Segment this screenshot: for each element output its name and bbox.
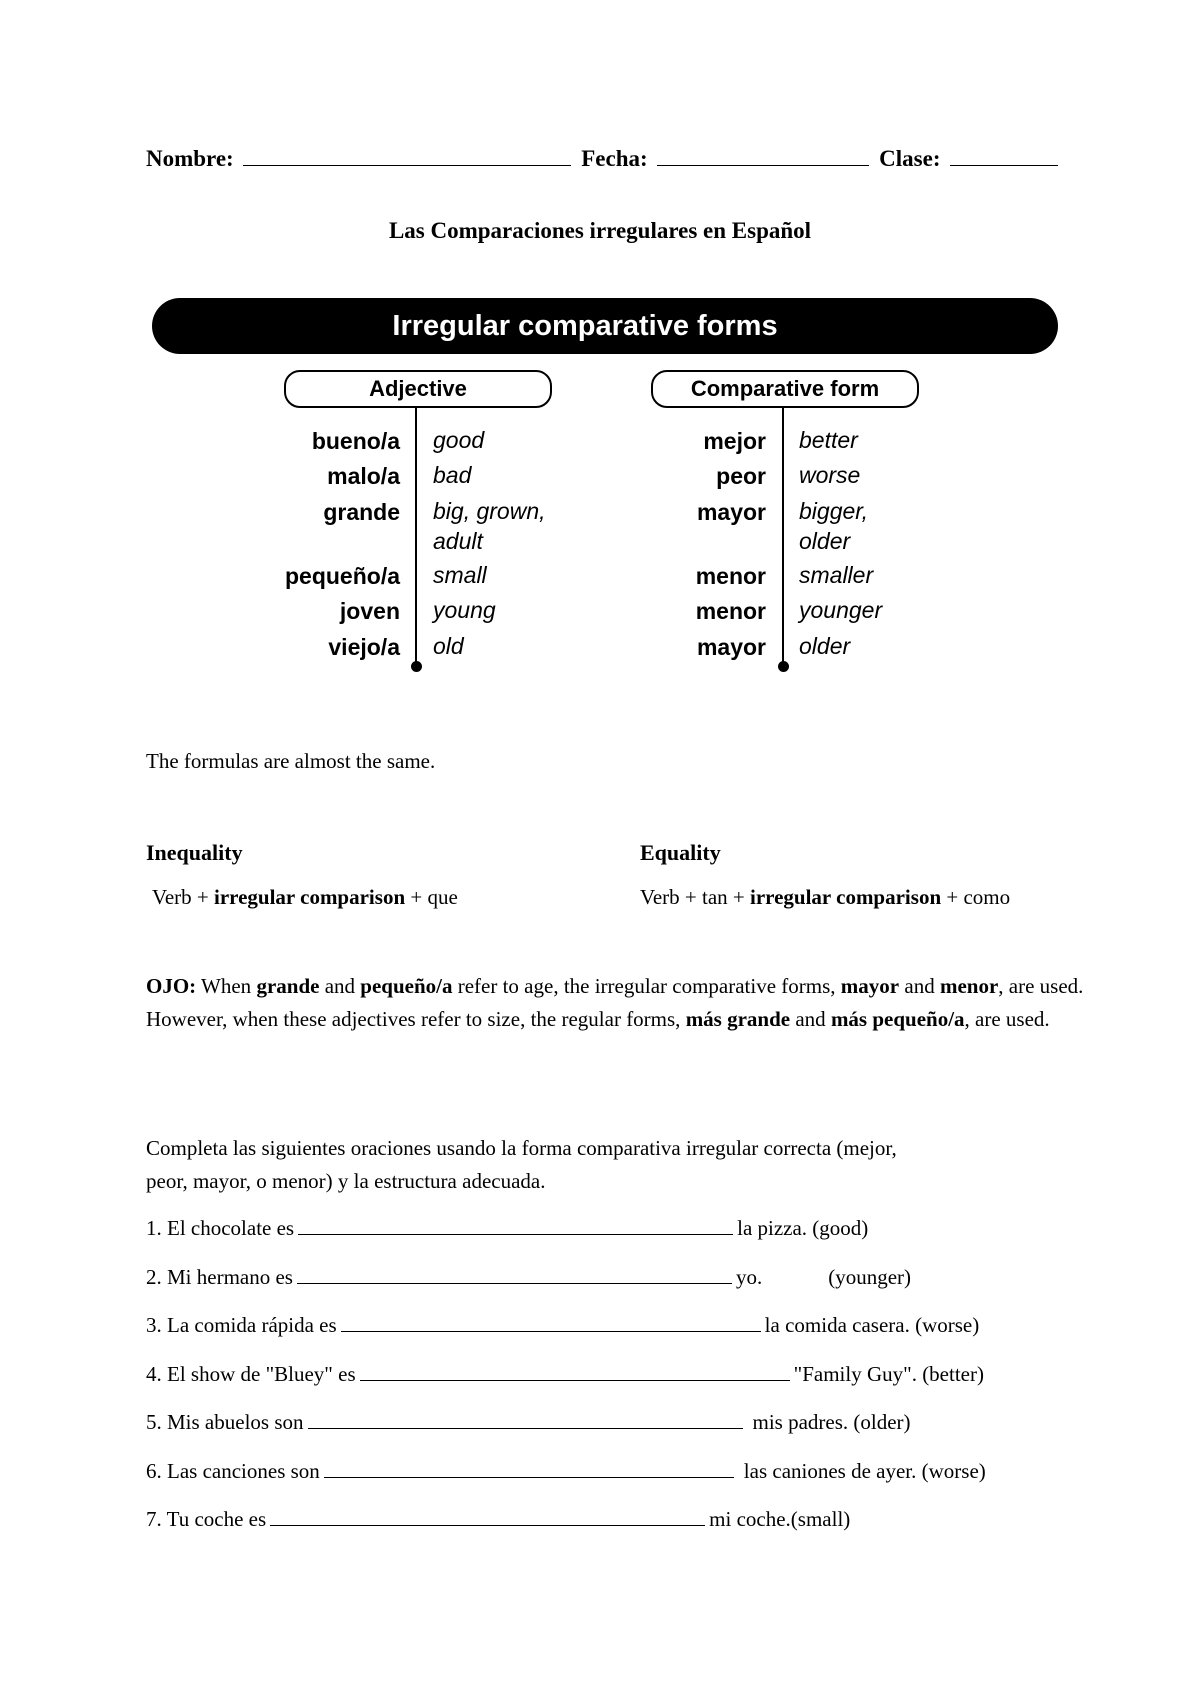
class-label: Clase: — [879, 146, 941, 171]
comparative-meaning: older — [799, 633, 851, 659]
exercise-tail: la pizza. (good) — [737, 1216, 869, 1240]
comparative-meaning: worse — [799, 462, 861, 488]
comparative-word: menor — [695, 598, 766, 624]
comparative-word: menor — [695, 563, 766, 589]
comparative-meaning: smaller — [799, 562, 874, 588]
formula-que: + que — [405, 885, 458, 909]
adjective-meaning: small — [433, 562, 487, 588]
adjective-divider-dot — [411, 661, 422, 672]
exercise-prompt: 5. Mis abuelos son — [146, 1410, 304, 1434]
exercise-item — [146, 1265, 911, 1290]
adjective-word: pequeño/a — [284, 563, 400, 589]
exercise-prompt: 4. El show de "Bluey" es — [146, 1362, 356, 1386]
ojo-text: , are used. However, when these adjectives refer to size, the regular forms, — [146, 974, 1084, 1031]
adjective-word: viejo/a — [328, 634, 400, 660]
answer-blank[interactable] — [298, 1216, 733, 1235]
adjective-word: joven — [339, 598, 400, 624]
answer-blank[interactable] — [297, 1265, 732, 1284]
answer-blank[interactable] — [324, 1459, 734, 1478]
irregular-forms-banner: Irregular comparative forms — [152, 298, 1058, 354]
exercise-prompt: 1. El chocolate es — [146, 1216, 295, 1240]
comparative-header-pill: Comparative form — [651, 370, 919, 408]
exercise-tail: las caniones de ayer. (worse) — [743, 1459, 986, 1483]
answer-blank[interactable] — [308, 1410, 743, 1429]
formula-irregular: irregular comparison — [750, 885, 942, 909]
name-label: Nombre: — [146, 146, 234, 171]
formula-verb: Verb + — [152, 885, 214, 909]
formula-irregular: irregular comparison — [214, 885, 406, 909]
formula-verb-tan: Verb + tan + — [640, 885, 750, 909]
adjective-word: malo/a — [327, 463, 400, 489]
ojo-text: and — [899, 974, 940, 998]
exercise-hint: (younger) — [828, 1265, 912, 1289]
exercise-item — [146, 1459, 986, 1484]
class-blank[interactable] — [950, 147, 1058, 166]
exercise-tail: mis padres. (older) — [752, 1410, 911, 1434]
comparative-meaning: better — [799, 427, 858, 453]
ojo-bold: menor — [939, 974, 999, 998]
answer-blank[interactable] — [341, 1313, 761, 1332]
ojo-text: and — [790, 1007, 831, 1031]
formula-como: + como — [941, 885, 1011, 909]
exercise-tail: yo. — [735, 1265, 763, 1289]
ojo-bold: grande — [256, 974, 320, 998]
comparative-word: mayor — [696, 634, 766, 660]
comparative-word: mejor — [703, 428, 766, 454]
inequality-heading: Inequality — [146, 840, 243, 865]
name-blank[interactable] — [243, 147, 571, 166]
ojo-text: refer to age, the irregular comparative forms, — [452, 974, 841, 998]
adjective-meaning: old — [433, 633, 464, 659]
exercise-prompt: 7. Tu coche es — [146, 1507, 267, 1531]
intro-text: The formulas are almost the same. — [146, 749, 436, 773]
adjective-divider-line — [415, 408, 417, 664]
instructions-line: peor, mayor, o menor) y la estructura adecuada. — [146, 1169, 546, 1193]
adjective-meaning: young — [433, 597, 496, 623]
student-info-line — [146, 146, 1066, 172]
comparative-meaning-continued: older — [799, 528, 851, 554]
equality-heading: Equality — [640, 840, 721, 865]
date-blank[interactable] — [657, 147, 869, 166]
exercise-item — [146, 1507, 850, 1532]
ojo-text: When — [196, 974, 257, 998]
exercise-item — [146, 1313, 979, 1338]
inequality-formula — [152, 885, 458, 910]
exercise-prompt: 6. Las canciones son — [146, 1459, 320, 1483]
adjective-word: bueno/a — [311, 428, 400, 454]
date-label: Fecha: — [581, 146, 648, 171]
exercise-item — [146, 1362, 984, 1387]
ojo-bold: pequeño/a — [360, 974, 453, 998]
adjective-header-pill: Adjective — [284, 370, 552, 408]
adjective-word: grande — [323, 499, 400, 525]
exercise-tail: mi coche.(small) — [709, 1507, 851, 1531]
ojo-bold: mayor — [840, 974, 900, 998]
comparative-word: mayor — [696, 499, 766, 525]
ojo-text: and — [319, 974, 361, 998]
document-title: Las Comparaciones irregulares en Español — [388, 218, 812, 243]
exercise-prompt: 3. La comida rápida es — [146, 1313, 337, 1337]
comparative-divider-dot — [778, 661, 789, 672]
equality-formula — [640, 885, 1010, 910]
ojo-note — [146, 970, 1086, 1036]
adjective-meaning: big, grown, — [433, 498, 546, 524]
ojo-bold: más grande — [685, 1007, 791, 1031]
ojo-label: OJO: — [146, 974, 197, 998]
exercise-item — [146, 1410, 911, 1435]
comparative-meaning: bigger, — [799, 498, 869, 524]
adjective-meaning: bad — [433, 462, 472, 488]
comparative-meaning: younger — [799, 597, 883, 623]
exercise-tail: la comida casera. (worse) — [764, 1313, 980, 1337]
adjective-meaning: good — [433, 427, 485, 453]
adjective-meaning-continued: adult — [433, 528, 483, 554]
ojo-bold: más pequeño/a — [830, 1007, 965, 1031]
comparative-word: peor — [716, 463, 766, 489]
answer-blank[interactable] — [360, 1362, 790, 1381]
answer-blank[interactable] — [270, 1507, 705, 1526]
exercise-item — [146, 1216, 868, 1241]
comparative-divider-line — [782, 408, 784, 664]
instructions-line: Completa las siguientes oraciones usando la forma comparativa irregular correcta (mejor, — [146, 1136, 897, 1160]
ojo-text: , are used. — [964, 1007, 1050, 1031]
exercise-prompt: 2. Mi hermano es — [146, 1265, 293, 1289]
exercise-tail: "Family Guy". (better) — [793, 1362, 984, 1386]
